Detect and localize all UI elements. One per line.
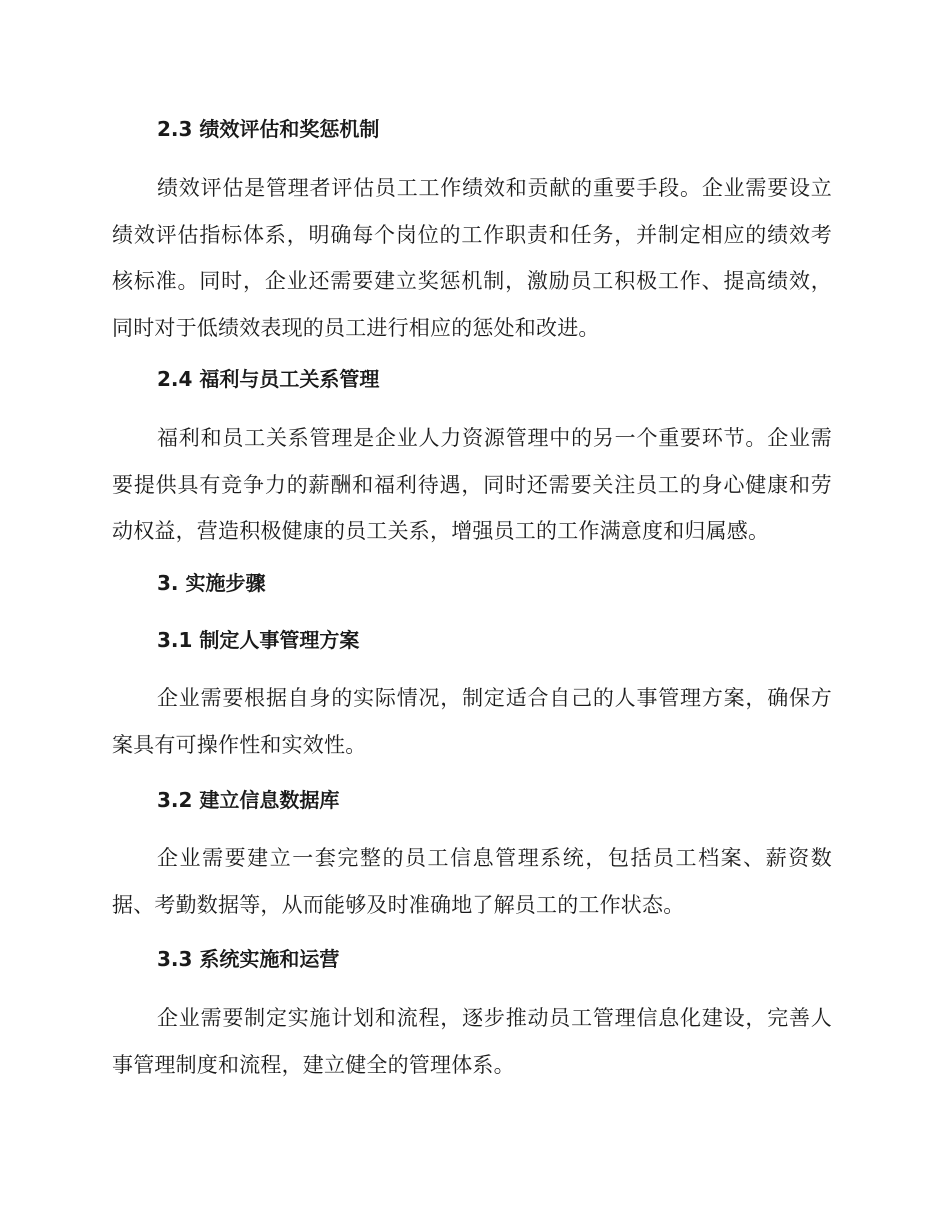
section-paragraph-2-3: 绩效评估是管理者评估员工工作绩效和贡献的重要手段。企业需要设立绩效评估指标体系，明确每个岗位的工作职责和任务，并制定相应的绩效考核标准。同时，企业还需要建立奖惩机制，激励员工积极工作、提高绩效，同时对于低绩效表现的员工进行相应的惩处和改进。 (112, 176, 832, 340)
section-paragraph-3-1: 企业需要根据自身的实际情况，制定适合自己的人事管理方案，确保方案具有可操作性和实效性。 (112, 686, 832, 757)
section-heading-3-3: 3.3 系统实施和运营 (157, 947, 340, 971)
section-heading-3: 3. 实施步骤 (157, 571, 266, 595)
section-heading-2-3: 2.3 绩效评估和奖惩机制 (157, 117, 380, 141)
section-heading-2-4: 2.4 福利与员工关系管理 (157, 367, 380, 391)
section-paragraph-3-3: 企业需要制定实施计划和流程，逐步推动员工管理信息化建设，完善人事管理制度和流程，建立健全的管理体系。 (112, 1006, 832, 1077)
section-paragraph-3-2: 企业需要建立一套完整的员工信息管理系统，包括员工档案、薪资数据、考勤数据等，从而能够及时准确地了解员工的工作状态。 (112, 846, 832, 917)
section-heading-3-2: 3.2 建立信息数据库 (157, 788, 340, 812)
section-paragraph-2-4: 福利和员工关系管理是企业人力资源管理中的另一个重要环节。企业需要提供具有竞争力的薪酬和福利待遇，同时还需要关注员工的身心健康和劳动权益，营造积极健康的员工关系，增强员工的工作满意度和归属感。 (112, 426, 832, 543)
section-heading-3-1: 3.1 制定人事管理方案 (157, 628, 360, 652)
